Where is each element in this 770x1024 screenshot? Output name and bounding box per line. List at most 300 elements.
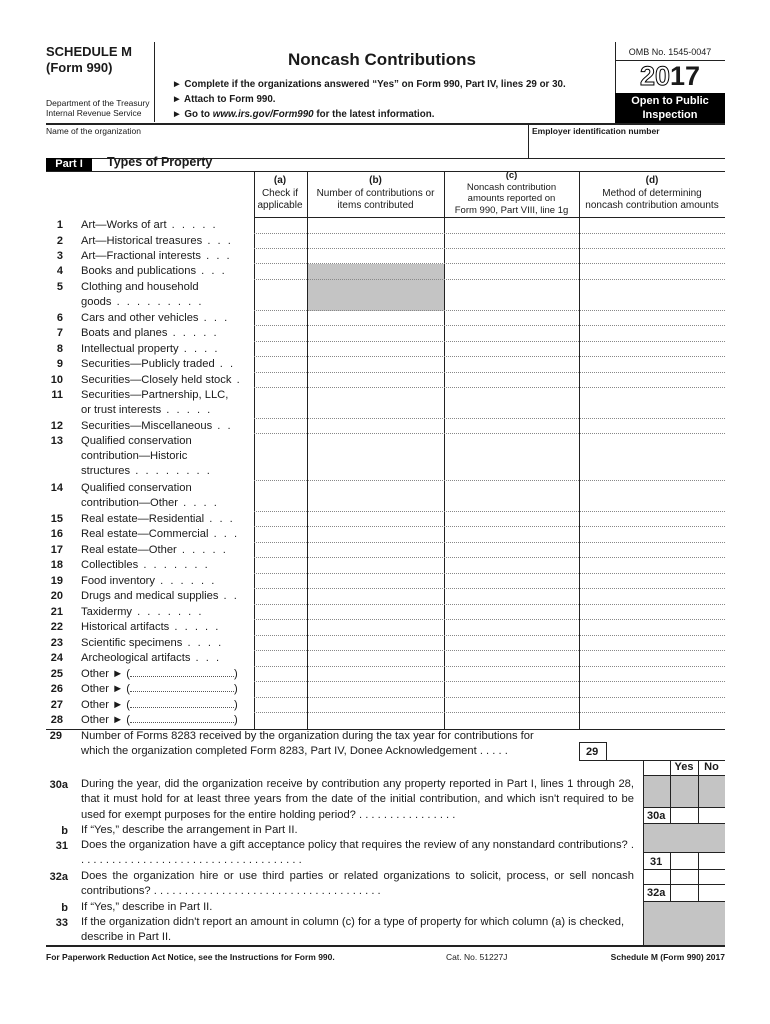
line-27-other-description-field[interactable] (130, 698, 234, 708)
line-1-col-a-input[interactable] (255, 218, 307, 233)
line-10-number: 10 (50, 374, 63, 386)
line-19-label (81, 574, 216, 589)
q32a-yes-box[interactable] (671, 885, 698, 901)
q30a-box-label: 30a (647, 810, 666, 822)
line-5-label (81, 280, 203, 310)
shade-30a-yes-top (671, 776, 698, 807)
line-25-text-1: Other ► ( (81, 668, 130, 680)
line-9-dots: . . (214, 358, 236, 370)
line-1-col-c-input[interactable] (445, 218, 579, 233)
line-22-col-a-input[interactable] (255, 620, 307, 635)
line-21-col-d-input[interactable] (580, 605, 725, 619)
q32a-no-box[interactable] (699, 885, 725, 901)
line-2-text-1: Art—Historical treasures (81, 235, 203, 247)
line-7-col-b-input[interactable] (308, 326, 444, 341)
form-reference: (Form 990) (46, 60, 113, 75)
line-16-dots: . . . (208, 528, 240, 540)
line-14-col-d-input[interactable] (580, 481, 725, 511)
line-5-number: 5 (56, 281, 63, 293)
line-15-text-1: Real estate—Residential (81, 513, 205, 525)
line-21-text-1: Taxidermy (81, 606, 132, 618)
line-25-col-d-input[interactable] (580, 667, 725, 681)
line-15-number: 15 (50, 513, 63, 525)
form-title: Noncash Contributions (288, 50, 476, 69)
line-5-col-d-input[interactable] (580, 280, 725, 310)
column-c-header (444, 170, 579, 216)
col-d-letter: (d) (645, 175, 659, 186)
line-20-col-c-input[interactable] (445, 589, 579, 604)
organization-name-field[interactable] (50, 138, 520, 156)
instruction-complete: ► Complete if the organizations answered “Yes” on Form 990, Part IV, lines 29 or 30. (172, 79, 566, 90)
line-23-col-d-input[interactable] (580, 636, 725, 650)
instruction-website-suffix: for the latest information. (313, 109, 435, 120)
line-16-col-d-input[interactable] (580, 527, 725, 542)
line-8-col-d-input[interactable] (580, 342, 725, 356)
line-21-col-c-input[interactable] (445, 605, 579, 619)
line-21-dots: . . . . . . . (131, 606, 204, 618)
organization-name-label: Name of the organization (46, 126, 141, 136)
line-14-col-c-input[interactable] (445, 481, 579, 511)
line-7-col-d-input[interactable] (580, 326, 725, 341)
line-22-col-d-input[interactable] (580, 620, 725, 635)
open-to-public-banner (615, 93, 725, 123)
line-17-number: 17 (50, 544, 63, 556)
line-19-col-a-input[interactable] (255, 574, 307, 588)
line-26-col-a-input[interactable] (255, 682, 307, 697)
line-12-col-c-input[interactable] (445, 419, 579, 433)
line-2-dots: . . . (202, 235, 233, 247)
ein-label: Employer identification number (532, 126, 660, 136)
department-name: Department of the Treasury (46, 98, 150, 108)
line-20-label (81, 589, 239, 604)
line-24-number: 24 (50, 652, 63, 664)
line-23-col-c-input[interactable] (445, 636, 579, 650)
open-to-public-line2: Inspection (642, 109, 698, 121)
line-12-col-a-input[interactable] (255, 419, 307, 433)
line-6-col-d-input[interactable] (580, 311, 725, 325)
line-8-col-a-input[interactable] (255, 342, 307, 356)
line-14-text-2: contribution—Other (81, 497, 179, 509)
line-21-label (81, 605, 204, 620)
q30b-number: b (61, 825, 68, 837)
q30a-dots: . . . . . . . . . . . . . . . . (355, 808, 456, 821)
line-11-text-2: or trust interests (81, 404, 162, 416)
line-13-number: 13 (50, 435, 63, 447)
footer-cat-number: Cat. No. 51227J (446, 952, 508, 962)
line-22-col-b-input[interactable] (308, 620, 444, 635)
ein-field[interactable] (532, 138, 722, 156)
omb-number: OMB No. 1545-0047 (628, 47, 712, 57)
line-1-label (81, 218, 218, 233)
line-22-number: 22 (50, 621, 63, 633)
line-14-text-1: Qualified conservation (81, 482, 192, 494)
line-7-number: 7 (56, 327, 63, 339)
line-27-col-a-input[interactable] (255, 698, 307, 712)
line-13-col-b-input[interactable] (308, 434, 444, 480)
line-18-col-c-input[interactable] (445, 558, 579, 573)
line-8-label (81, 342, 220, 357)
line-29-number: 29 (49, 730, 62, 742)
line-1-col-b-input[interactable] (308, 218, 444, 233)
q31-number: 31 (55, 840, 68, 852)
q32a-text (81, 869, 634, 900)
line-27-col-b-input[interactable] (308, 698, 444, 712)
line-27-col-c-input[interactable] (445, 698, 579, 712)
line-3-text-1: Art—Fractional interests (81, 250, 201, 262)
line-7-dots: . . . . . (167, 327, 219, 339)
line-17-col-c-input[interactable] (445, 543, 579, 557)
col-b-line2: items contributed (337, 200, 414, 211)
column-a-header (254, 175, 306, 213)
line-20-number: 20 (50, 590, 63, 602)
line-29-text-1: Number of Forms 8283 received by the organization during the tax year for contributions for (81, 730, 534, 742)
line-11-col-a-input[interactable] (255, 388, 307, 418)
line-26-text-1: Other ► ( (81, 683, 130, 695)
line-4-col-c-input[interactable] (445, 264, 579, 279)
line-22-dots: . . . . . (169, 621, 221, 633)
line-5-text-2: goods (81, 296, 112, 308)
line-10-label (81, 373, 242, 388)
col-c-line1: Noncash contribution (466, 181, 557, 193)
line-10-dots: . (231, 374, 242, 386)
line-8-text-1: Intellectual property (81, 343, 179, 355)
line-25-label (81, 667, 238, 682)
line-23-col-a-input[interactable] (255, 636, 307, 650)
line-11-col-c-input[interactable] (445, 388, 579, 418)
line-17-label (81, 543, 228, 558)
q32b-number: b (61, 902, 68, 914)
line-6-col-a-input[interactable] (255, 311, 307, 325)
line-6-dots: . . . (198, 312, 230, 324)
line-19-col-c-input[interactable] (445, 574, 579, 588)
q31-text-body: Does the organization have a gift acceptance policy that requires the review of any nonstandard contributions? (81, 839, 628, 851)
line-15-label (81, 512, 235, 527)
line-18-col-a-input[interactable] (255, 558, 307, 573)
q33-number: 33 (55, 917, 68, 929)
line-23-label (81, 636, 223, 651)
line-3-dots: . . . (201, 250, 232, 262)
line-28-col-c-input[interactable] (445, 713, 579, 728)
line-22-text-1: Historical artifacts (81, 621, 170, 633)
line-23-col-b-input[interactable] (308, 636, 444, 650)
line-25-col-a-input[interactable] (255, 667, 307, 681)
line-26-number: 26 (50, 683, 63, 695)
line-17-col-b-input[interactable] (308, 543, 444, 557)
line-2-label (81, 234, 233, 249)
line-15-col-c-input[interactable] (445, 512, 579, 526)
line-9-text-1: Securities—Publicly traded (81, 358, 215, 370)
q30a-text-body: During the year, did the organization receive by contribution any property reported in Part I, lines 1 through 28, that it must hold for at least three years from the date of the initial contribution, and which isn't required to be used for exempt purposes for the entire holding period? (81, 778, 634, 821)
line-3-col-d-input[interactable] (580, 249, 725, 263)
line-5-col-a-input[interactable] (255, 280, 307, 310)
line-9-number: 9 (56, 358, 63, 370)
line-28-col-d-input[interactable] (580, 713, 725, 728)
line-6-label (81, 311, 229, 326)
line-3-col-c-input[interactable] (445, 249, 579, 263)
line-29-box-label: 29 (586, 746, 599, 758)
line-10-col-b-input[interactable] (308, 373, 444, 387)
line-16-label (81, 527, 239, 542)
line-6-col-b-input[interactable] (308, 311, 444, 325)
line-14-label (81, 481, 219, 511)
line-24-col-d-input[interactable] (580, 651, 725, 666)
line-28-col-b-input[interactable] (308, 713, 444, 728)
line-21-col-a-input[interactable] (255, 605, 307, 619)
q32a-text-body: Does the organization hire or use third parties or related organizations to solicit, process, or sell noncash contributions? (81, 870, 634, 898)
line-27-number: 27 (50, 699, 63, 711)
line-6-number: 6 (56, 312, 63, 324)
line-20-dots: . . (218, 590, 239, 602)
line-27-close-paren: ) (234, 699, 238, 711)
line-25-col-b-input[interactable] (308, 667, 444, 681)
tax-year-solid: 17 (670, 61, 701, 91)
q32a-box-label: 32a (647, 887, 666, 899)
line-29-text (81, 729, 577, 760)
line-13-col-a-input[interactable] (255, 434, 307, 480)
line-22-col-c-input[interactable] (445, 620, 579, 635)
line-29-dots: . . . . . (476, 745, 508, 758)
instruction-attach: ► Attach to Form 990. (172, 94, 276, 105)
line-3-label (81, 249, 232, 264)
line-11-text-1: Securities—Partnership, LLC, (81, 389, 229, 401)
line-13-label (81, 434, 212, 479)
line-4-col-d-input[interactable] (580, 264, 725, 279)
shade-30a-label-area (644, 776, 670, 807)
line-4-number: 4 (56, 265, 63, 277)
line-26-col-b-input[interactable] (308, 682, 444, 697)
col-c-line3: Form 990, Part VIII, line 1g (454, 204, 569, 216)
q31-dots: . . . . . . . . . . . . . . . . . . . . . . . . . . . . . . . . . . . . . (81, 839, 634, 867)
line-26-close-paren: ) (234, 683, 238, 695)
line-10-col-a-input[interactable] (255, 373, 307, 387)
line-24-text-1: Archeological artifacts (81, 652, 191, 664)
line-25-other-description-field[interactable] (130, 667, 234, 677)
line-25-number: 25 (50, 668, 63, 680)
line-28-col-a-input[interactable] (255, 713, 307, 728)
line-11-label (81, 388, 228, 418)
line-23-number: 23 (50, 637, 63, 649)
col-a-letter: (a) (273, 175, 287, 186)
open-to-public-line1: Open to Public (631, 95, 709, 107)
line-12-dots: . . (212, 420, 233, 432)
line-3-col-a-input[interactable] (255, 249, 307, 263)
line-15-col-d-input[interactable] (580, 512, 725, 526)
line-12-col-b-input[interactable] (308, 419, 444, 433)
line-23-text-1: Scientific specimens (81, 637, 183, 649)
q30a-no-box[interactable] (699, 808, 725, 823)
line-8-dots: . . . . (178, 343, 220, 355)
line-12-number: 12 (50, 420, 63, 432)
line-29-input[interactable] (607, 743, 725, 760)
line-12-col-d-input[interactable] (580, 419, 725, 433)
line-14-col-b-input[interactable] (308, 481, 444, 511)
line-4-text-1: Books and publications (81, 265, 197, 277)
line-16-number: 16 (50, 528, 63, 540)
line-21-col-b-input[interactable] (308, 605, 444, 619)
line-28-label (81, 713, 238, 728)
line-20-col-b-input[interactable] (308, 589, 444, 604)
line-11-col-b-input[interactable] (308, 388, 444, 418)
line-26-col-d-input[interactable] (580, 682, 725, 697)
q31-box-label: 31 (650, 856, 663, 868)
line-24-col-c-input[interactable] (445, 651, 579, 666)
line-16-col-b-input[interactable] (308, 527, 444, 542)
line-6-col-c-input[interactable] (445, 311, 579, 325)
line-24-col-b-input[interactable] (308, 651, 444, 666)
line-18-text-1: Collectibles (81, 559, 139, 571)
col-b-line1: Number of contributions or (316, 187, 435, 199)
line-18-dots: . . . . . . . (138, 559, 210, 571)
line-7-text-1: Boats and planes (81, 327, 168, 339)
line-3-number: 3 (56, 250, 63, 262)
line-13-text-2: contribution—Historic (81, 450, 188, 462)
line-4-label (81, 264, 227, 279)
q32a-dots: . . . . . . . . . . . . . . . . . . . . . . . . . . . . . . . . . . . . . (150, 885, 381, 898)
line-15-col-b-input[interactable] (308, 512, 444, 526)
line-1-col-d-input[interactable] (580, 218, 725, 233)
line-13-col-c-input[interactable] (445, 434, 579, 480)
part-i-tag: Part I (46, 158, 92, 171)
line-13-col-d-input[interactable] (580, 434, 725, 480)
q30a-text (81, 777, 634, 823)
yes-column-header: Yes (674, 761, 694, 773)
line-23-dots: . . . . (182, 637, 224, 649)
schedule-title: SCHEDULE M (46, 44, 132, 59)
q31-text (81, 838, 634, 869)
line-17-dots: . . . . . (176, 544, 228, 556)
irs-website-link[interactable]: www.irs.gov/Form990 (212, 109, 314, 120)
line-2-col-c-input[interactable] (445, 234, 579, 248)
line-26-label (81, 682, 238, 697)
line-10-text-1: Securities—Closely held stock (81, 374, 232, 386)
line-16-col-c-input[interactable] (445, 527, 579, 542)
line-10-col-c-input[interactable] (445, 373, 579, 387)
line-2-col-d-input[interactable] (580, 234, 725, 248)
tax-year-outline: 20 (639, 61, 670, 91)
line-28-text-1: Other ► ( (81, 714, 130, 726)
line-28-other-description-field[interactable] (130, 713, 234, 723)
line-13-dots: . . . . . . . . (130, 465, 212, 477)
line-27-label (81, 698, 238, 713)
line-16-col-a-input[interactable] (255, 527, 307, 542)
col-b-letter: (b) (369, 175, 382, 186)
line-26-col-c-input[interactable] (445, 682, 579, 697)
line-28-number: 28 (50, 714, 63, 726)
line-9-col-b-input[interactable] (308, 357, 444, 372)
col-c-line2: amounts reported on (467, 193, 556, 204)
line-18-col-d-input[interactable] (580, 558, 725, 573)
line-2-col-b-input[interactable] (308, 234, 444, 248)
line-2-col-a-input[interactable] (255, 234, 307, 248)
line-8-col-b-input[interactable] (308, 342, 444, 356)
q30a-number: 30a (49, 779, 68, 791)
footer-paperwork-notice: For Paperwork Reduction Act Notice, see the Instructions for Form 990. (46, 952, 335, 962)
line-19-col-d-input[interactable] (580, 574, 725, 588)
line-2-number: 2 (56, 235, 63, 247)
line-18-label (81, 558, 210, 573)
part-i-title: Types of Property (107, 155, 213, 169)
line-24-col-a-input[interactable] (255, 651, 307, 666)
line-27-col-d-input[interactable] (580, 698, 725, 712)
line-3-col-b-input[interactable] (308, 249, 444, 263)
line-12-text-1: Securities—Miscellaneous (81, 420, 213, 432)
column-d-header (579, 175, 725, 213)
line-4-dots: . . . (196, 265, 227, 277)
tax-year (615, 60, 725, 92)
q32a-number: 32a (49, 871, 68, 883)
q31-no-box[interactable] (699, 853, 725, 869)
line-27-text-1: Other ► ( (81, 699, 130, 711)
col-a-line1: Check if (261, 187, 299, 199)
column-b-header (307, 175, 444, 213)
line-9-col-c-input[interactable] (445, 357, 579, 372)
line-7-col-c-input[interactable] (445, 326, 579, 341)
line-19-text-1: Food inventory (81, 575, 156, 587)
line-5-col-c-input[interactable] (445, 280, 579, 310)
line-14-dots: . . . . (178, 497, 219, 509)
q30a-yes-box[interactable] (671, 808, 698, 823)
line-20-col-d-input[interactable] (580, 589, 725, 604)
line-11-col-d-input[interactable] (580, 388, 725, 418)
line-18-col-b-input[interactable] (308, 558, 444, 573)
line-10-col-d-input[interactable] (580, 373, 725, 387)
line-13-text-1: Qualified conservation (81, 435, 192, 447)
line-5-dots: . . . . . . . . . (111, 296, 204, 308)
shade-30b-row (644, 823, 725, 852)
line-16-text-1: Real estate—Commercial (81, 528, 209, 540)
line-24-label (81, 651, 221, 666)
line-1-dots: . . . . . (166, 219, 218, 231)
line-11-number: 11 (51, 389, 63, 401)
q31-yes-box[interactable] (671, 853, 698, 869)
line-24-dots: . . . (190, 652, 222, 664)
line-8-number: 8 (56, 343, 63, 355)
line-7-col-a-input[interactable] (255, 326, 307, 341)
line-4-col-a-input[interactable] (255, 264, 307, 279)
line-17-text-1: Real estate—Other (81, 544, 177, 556)
footer-form-id: Schedule M (Form 990) 2017 (610, 952, 725, 962)
line-29-text-2: which the organization completed Form 8283, Part IV, Donee Acknowledgement (81, 745, 477, 758)
line-9-label (81, 357, 235, 372)
shade-32b-33-rows (644, 901, 725, 945)
line-1-text-1: Art—Works of art (81, 219, 167, 231)
col-d-line2: noncash contribution amounts (585, 200, 719, 211)
q30b-text: If “Yes,” describe the arrangement in Part II. (81, 824, 298, 836)
line-17-col-a-input[interactable] (255, 543, 307, 557)
q32b-text: If “Yes,” describe in Part II. (81, 901, 213, 913)
line-22-label (81, 620, 220, 635)
line-15-col-a-input[interactable] (255, 512, 307, 526)
line-9-col-a-input[interactable] (255, 357, 307, 372)
line-17-col-d-input[interactable] (580, 543, 725, 557)
line-26-other-description-field[interactable] (130, 682, 234, 692)
line-19-col-b-input[interactable] (308, 574, 444, 588)
line-9-col-d-input[interactable] (580, 357, 725, 372)
line-5-text-1: Clothing and household (81, 281, 199, 293)
line-6-text-1: Cars and other vehicles (81, 312, 199, 324)
line-21-number: 21 (50, 606, 63, 618)
line-20-text-1: Drugs and medical supplies (81, 590, 219, 602)
col-a-line2: applicable (257, 200, 303, 211)
line-25-col-c-input[interactable] (445, 667, 579, 681)
line-20-col-a-input[interactable] (255, 589, 307, 604)
line-14-col-a-input[interactable] (255, 481, 307, 511)
shaded-cell-col-b-lines-4-5 (308, 264, 444, 311)
q33-text: If the organization didn't report an amount in column (c) for a type of property for which column (a) is checked, describe in Part II. (81, 916, 625, 944)
line-15-dots: . . . (204, 513, 235, 525)
line-8-col-c-input[interactable] (445, 342, 579, 356)
line-19-dots: . . . . . . (155, 575, 217, 587)
